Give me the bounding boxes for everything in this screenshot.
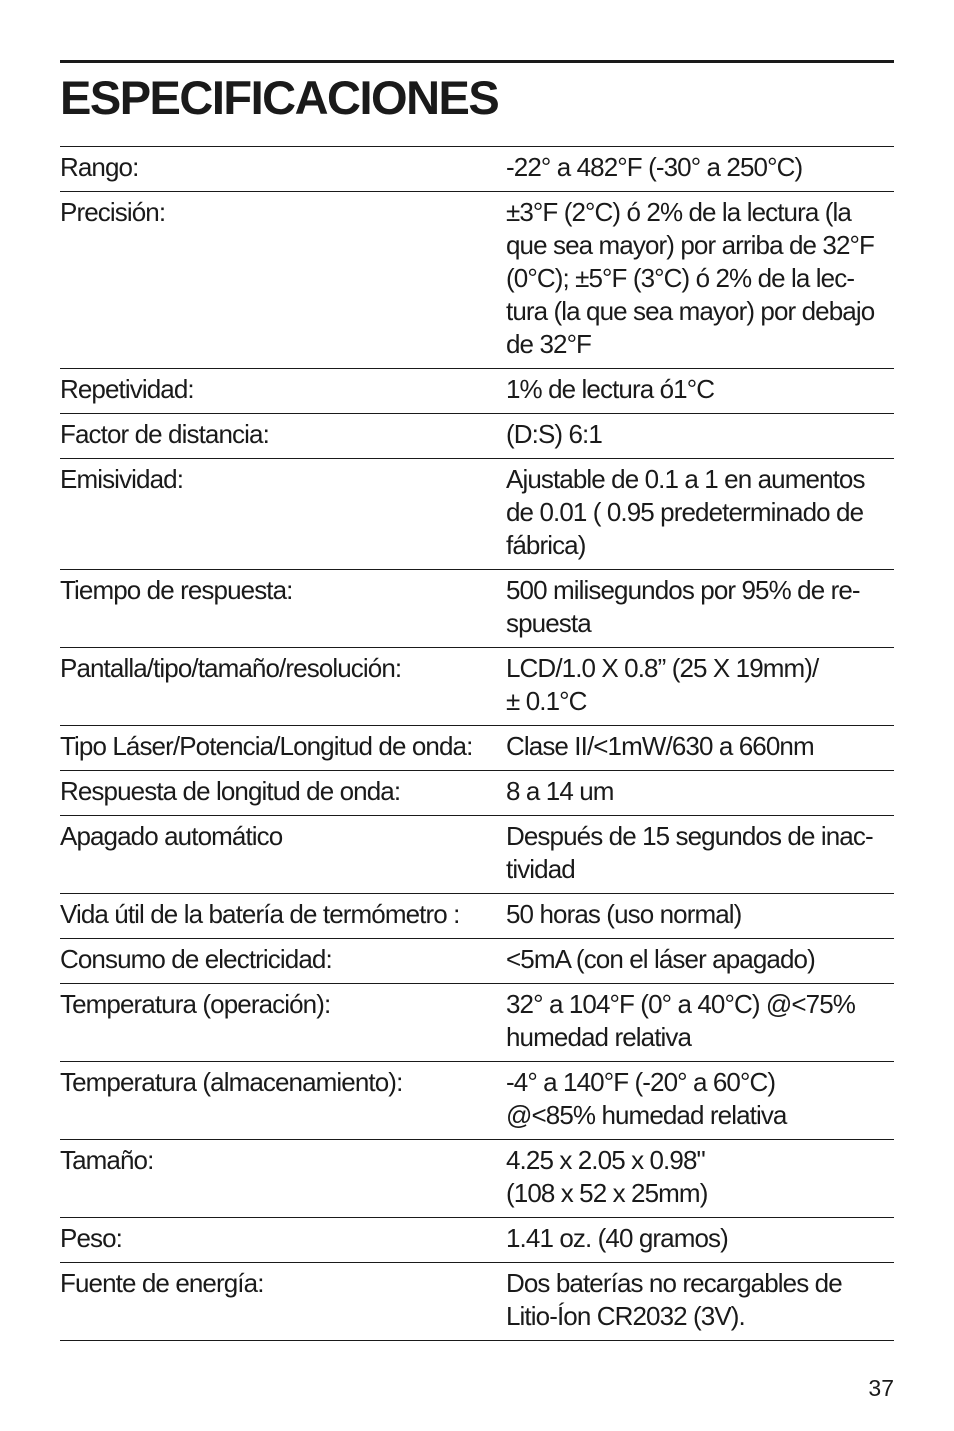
spec-row: [60, 459, 894, 570]
spec-row: [60, 570, 894, 648]
spec-label: Repetividad:: [60, 374, 194, 404]
spec-value: 1% de lectura ó1°C: [506, 374, 715, 404]
page-title: ESPECIFICACIONES: [60, 71, 499, 124]
spec-row: [60, 1140, 894, 1218]
spec-label: Respuesta de longitud de onda:: [60, 776, 401, 806]
spec-label: Apagado automático: [60, 821, 283, 851]
spec-value: ±3°F (2°C) ó 2% de la lectura (la que sea mayor) por arriba de 32°F (0°C); ±5°F (3°C) ó 2% de la lec- tura (la que sea mayor) por debajo de 32°F: [506, 197, 875, 359]
spec-value: 500 milisegundos por 95% de re- spuesta: [506, 575, 860, 638]
spec-row: [60, 816, 894, 894]
spec-row: [60, 147, 894, 192]
spec-value: Clase II/<1mW/630 a 660nm: [506, 731, 814, 761]
spec-label: Tiempo de respuesta:: [60, 575, 293, 605]
spec-row: [60, 1218, 894, 1263]
spec-row: [60, 939, 894, 984]
spec-row: [60, 1062, 894, 1140]
spec-value: 50 horas (uso normal): [506, 899, 742, 929]
spec-row: [60, 369, 894, 414]
spec-row: [60, 984, 894, 1062]
spec-label: Precisión:: [60, 197, 166, 227]
spec-value: (D:S) 6:1: [506, 419, 602, 449]
spec-label: Peso:: [60, 1223, 122, 1253]
spec-row: [60, 726, 894, 771]
spec-value: Ajustable de 0.1 a 1 en aumentos de 0.01 ( 0.95 predeterminado de fábrica): [506, 464, 865, 560]
specifications-page: [60, 60, 894, 1341]
spec-label: Fuente de energía:: [60, 1268, 264, 1298]
spec-label: Tipo Láser/Potencia/Longitud de onda:: [60, 731, 473, 761]
spec-label: Consumo de electricidad:: [60, 944, 332, 974]
spec-value: 4.25 x 2.05 x 0.98" (108 x 52 x 25mm): [506, 1145, 708, 1208]
spec-label: Pantalla/tipo/tamaño/resolución:: [60, 653, 402, 683]
spec-row: [60, 414, 894, 459]
spec-value: 1.41 oz. (40 gramos): [506, 1223, 728, 1253]
page-number: 37: [868, 1375, 894, 1401]
spec-row: [60, 894, 894, 939]
spec-value: <5mA (con el láser apagado): [506, 944, 815, 974]
spec-label: Tamaño:: [60, 1145, 154, 1175]
spec-label: Temperatura (almacenamiento):: [60, 1067, 403, 1097]
spec-value: -4° a 140°F (-20° a 60°C) @<85% humedad relativa: [506, 1067, 787, 1130]
spec-row: [60, 192, 894, 369]
spec-label: Factor de distancia:: [60, 419, 269, 449]
spec-value: -22° a 482°F (-30° a 250°C): [506, 152, 803, 182]
spec-row: [60, 1263, 894, 1341]
spec-label: Vida útil de la batería de termómetro :: [60, 899, 460, 929]
spec-table: [60, 146, 894, 1341]
spec-value: Después de 15 segundos de inac- tividad: [506, 821, 873, 884]
spec-value: 8 a 14 um: [506, 776, 614, 806]
top-rule: [60, 60, 894, 63]
spec-row: [60, 771, 894, 816]
spec-value: Dos baterías no recargables de Litio-Íon CR2032 (3V).: [506, 1268, 842, 1331]
spec-label: Rango:: [60, 152, 139, 182]
spec-label: Temperatura (operación):: [60, 989, 331, 1019]
spec-label: Emisividad:: [60, 464, 184, 494]
spec-value: 32° a 104°F (0° a 40°C) @<75% humedad relativa: [506, 989, 856, 1052]
spec-value: LCD/1.0 X 0.8” (25 X 19mm)/ ± 0.1°C: [506, 653, 819, 716]
spec-row: [60, 648, 894, 726]
